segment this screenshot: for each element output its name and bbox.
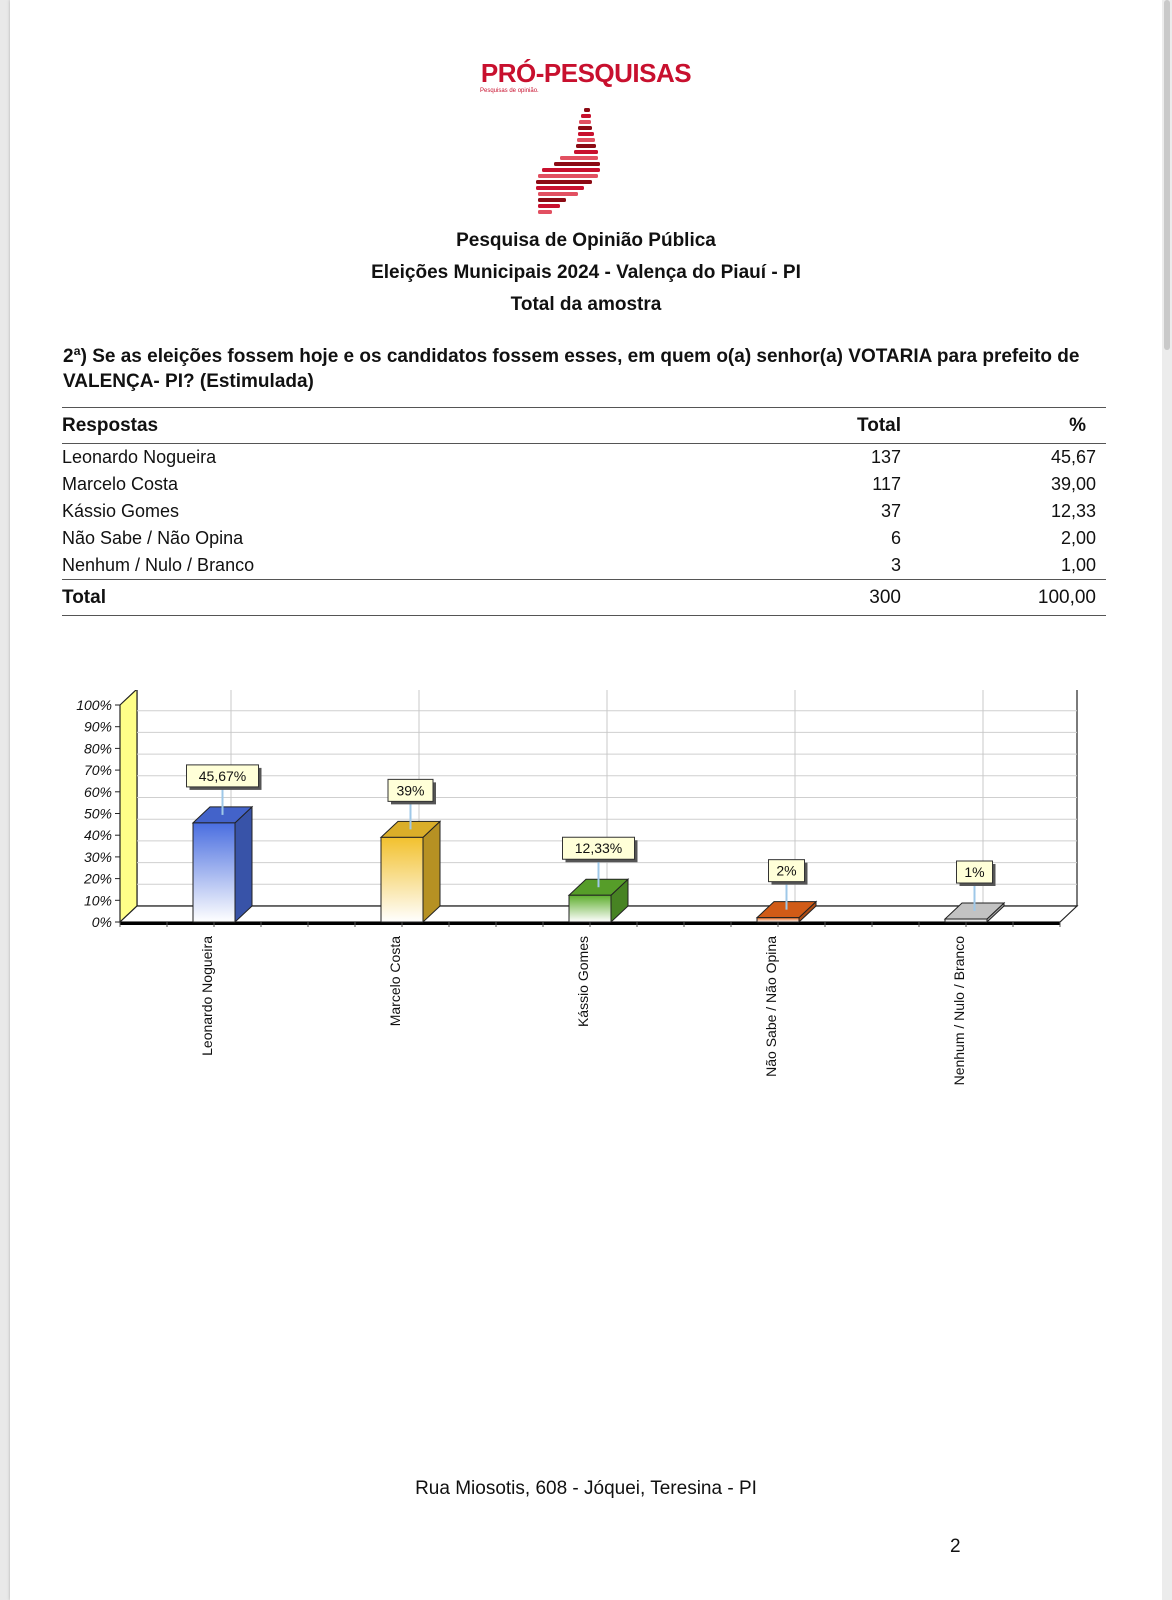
table-row	[62, 552, 1106, 580]
logo-stripe	[538, 198, 566, 202]
chart-y-tick-label: 90%	[83, 718, 112, 735]
bar-side	[423, 821, 440, 922]
logo-stripe	[577, 138, 595, 142]
bar	[381, 837, 423, 922]
survey-title: Pesquisa de Opinião Pública	[456, 230, 716, 251]
bar-side	[235, 807, 252, 922]
row-name: Marcelo Costa	[62, 474, 179, 494]
logo-stripe	[536, 186, 584, 190]
table-total-row	[62, 580, 1106, 616]
question-text: 2ª) Se as eleições fossem hoje e os candidatos fossem esses, em quem o(a) senhor(a) VOTARIA para prefeito de VALENÇA- PI? (Estimulada)	[63, 346, 1080, 392]
chart-category-label: Não Sabe / Não Opina	[763, 936, 779, 1077]
chart-side-wall	[120, 690, 137, 922]
data-label: 2%	[776, 862, 797, 879]
bar	[193, 823, 235, 922]
sample-label: Total da amostra	[510, 294, 662, 315]
row-pct: 1,00	[1060, 555, 1096, 575]
logo-tagline: Pesquisas de opinião.	[480, 88, 539, 94]
row-total: 117	[872, 474, 901, 494]
chart-y-tick-label: 30%	[83, 848, 112, 865]
data-label: 1%	[964, 864, 985, 880]
logo-stripe	[536, 180, 592, 184]
chart-y-tick-label: 0%	[91, 914, 112, 930]
logo-stripe	[574, 150, 598, 154]
survey-subtitle: Eleições Municipais 2024 - Valença do Piauí - PI	[371, 262, 801, 283]
row-pct: 45,67	[1050, 447, 1096, 467]
logo-stripe	[579, 120, 591, 124]
logo-stripe	[538, 210, 552, 214]
logo-stripe	[578, 132, 594, 136]
logo-stripe	[581, 114, 591, 118]
row-name: Kássio Gomes	[62, 501, 180, 521]
header-total: Total	[711, 408, 911, 444]
chart-y-tick-label: 20%	[83, 870, 112, 887]
chart-y-tick-label: 10%	[83, 892, 112, 909]
row-total: 137	[870, 447, 901, 467]
chart-y-tick-label: 60%	[83, 783, 112, 800]
logo-stripe	[538, 192, 578, 196]
row-name: Nenhum / Nulo / Branco	[62, 555, 255, 575]
chart-y-tick-label: 80%	[83, 740, 112, 757]
footer-address: Rua Miosotis, 608 - Jóquei, Teresina - PI	[415, 1478, 757, 1499]
data-label: 12,33%	[574, 840, 623, 857]
table-row	[62, 498, 1106, 525]
row-total: 6	[890, 528, 901, 548]
logo-stripe	[538, 204, 560, 208]
bar	[757, 918, 799, 922]
row-pct: 39,00	[1050, 474, 1096, 494]
total-pct: 100,00	[911, 580, 1106, 616]
row-pct: 2,00	[1060, 528, 1096, 548]
chart-category-label: Kássio Gomes	[575, 936, 591, 1028]
chart-y-tick-label: 100%	[76, 697, 112, 713]
data-label: 45,67%	[198, 767, 247, 784]
logo-stripe	[560, 156, 598, 160]
total-count: 300	[711, 580, 911, 616]
chart-y-tick-label: 40%	[83, 827, 112, 844]
table-row	[62, 471, 1106, 498]
chart-category-label: Leonardo Nogueira	[199, 936, 215, 1056]
bar	[569, 895, 611, 922]
logo-stripe	[538, 174, 598, 178]
header-pct: %	[911, 408, 1106, 444]
bar	[945, 919, 987, 922]
chart-category-label: Nenhum / Nulo / Branco	[951, 936, 967, 1086]
chart-y-tick-label: 70%	[83, 762, 112, 779]
total-label: Total	[62, 580, 711, 616]
row-total: 3	[890, 555, 901, 575]
logo-name: PRÓ-PESQUISAS	[480, 58, 692, 88]
logo-stripe	[576, 144, 596, 148]
row-pct: 12,33	[1050, 501, 1096, 521]
piaui-map-logo-icon	[536, 106, 616, 222]
logo-stripe	[542, 168, 600, 172]
logo-stripe	[584, 108, 590, 112]
table-row	[62, 525, 1106, 552]
logo-stripe	[554, 162, 600, 166]
data-label: 39%	[396, 782, 425, 799]
logo-stripe	[578, 126, 592, 130]
table-row	[62, 444, 1106, 472]
results-table	[62, 407, 1106, 616]
row-name: Não Sabe / Não Opina	[62, 528, 244, 548]
table-header-row	[62, 408, 1106, 444]
row-total: 37	[880, 501, 901, 521]
page-number: 2	[950, 1536, 961, 1557]
chart-category-label: Marcelo Costa	[387, 936, 403, 1027]
results-bar-chart	[60, 690, 1120, 1130]
chart-y-tick-label: 50%	[83, 805, 112, 822]
header-respostas: Respostas	[62, 408, 711, 444]
row-name: Leonardo Nogueira	[62, 447, 217, 467]
